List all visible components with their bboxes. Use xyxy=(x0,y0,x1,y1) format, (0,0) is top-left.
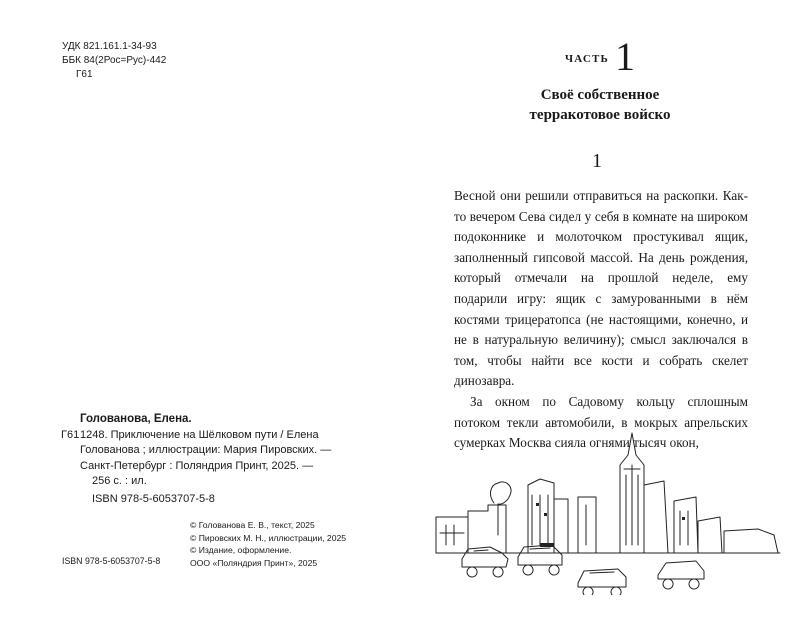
car-right xyxy=(578,569,626,595)
catalog-pages: 256 с. : ил. xyxy=(92,475,147,488)
window-marks xyxy=(544,513,547,516)
car-left xyxy=(462,547,508,577)
spire-tower xyxy=(620,433,644,553)
catalog-card xyxy=(62,412,362,508)
right-buildings xyxy=(644,481,698,553)
catalog-line-2: Голованова ; иллюстрации: Мария Пировских. — xyxy=(80,444,332,457)
isbn-bottom: ISBN 978-5-6053707-5-8 xyxy=(62,556,161,566)
copyright-block xyxy=(190,519,346,569)
tall-blocks xyxy=(554,497,596,553)
copyright-line: ООО «Поляндрия Принт», 2025 xyxy=(190,557,318,568)
author-mark: Г61 xyxy=(76,69,93,80)
chapter-heading xyxy=(565,34,645,79)
catalog-line-3: Санкт-Петербург : Поляндрия Принт, 2025. — xyxy=(80,459,314,472)
classification-codes xyxy=(62,40,166,82)
car-middle xyxy=(518,545,562,575)
catalog-line-1: 1248. Приключение на Шёлковом пути / Елена xyxy=(80,428,319,441)
bbk-code: ББК 84(2Рос=Рус)-442 xyxy=(62,55,167,66)
tree xyxy=(491,482,512,535)
chapter-title-line-1: Своё собственное xyxy=(540,87,660,103)
far-right-buildings xyxy=(698,517,778,553)
catalog-author: Голованова, Елена. xyxy=(80,413,192,425)
chapter-label: ЧАСТЬ xyxy=(565,53,610,65)
copyright-line: © Издание, оформление. xyxy=(190,545,292,556)
chapter-number: 1 xyxy=(615,34,635,79)
left-buildings xyxy=(440,517,468,553)
chapter-title-line-2: терракотовое войско xyxy=(529,107,671,123)
paragraph: За окном по Садовому кольцу сплошным потоком текли автомобили, в мокрых апрельских сумерках Москва сияла огнями тысяч окон, xyxy=(454,393,748,451)
udk-code: УДК 821.161.1-34-93 xyxy=(62,41,157,52)
right-page xyxy=(400,0,800,630)
catalog-code: Г61 xyxy=(61,428,80,441)
paragraph: Весной они решили отправиться на раскопки. Как-то вечером Сева сидел у себя в комнате на широком подоконнике и молоточком простукивал ящик, заполненный гипсовой массой. На день рождения, который отмечали на прошлой неделе, ему подарили игру: ящик с замурованными в нём костями трицератопса (не настоящими, конечно, и не в натуральную величину); смысл заключался в том, чтобы найти все кости и собрать скелет динозавра. xyxy=(454,188,748,389)
dark-car-roof xyxy=(540,543,554,547)
car-far-right xyxy=(658,561,704,589)
copyright-line: © Голованова Е. В., текст, 2025 xyxy=(190,520,315,530)
section-number: 1 xyxy=(592,150,602,172)
window-marks xyxy=(682,517,685,520)
chapter-title xyxy=(460,85,740,125)
window-marks xyxy=(536,503,539,506)
body-text xyxy=(454,186,748,454)
catalog-isbn: ISBN 978-5-6053707-5-8 xyxy=(92,492,215,505)
city-illustration xyxy=(428,425,790,595)
mid-buildings xyxy=(528,479,554,553)
copyright-line: © Пировских М. Н., иллюстрации, 2025 xyxy=(190,532,347,543)
